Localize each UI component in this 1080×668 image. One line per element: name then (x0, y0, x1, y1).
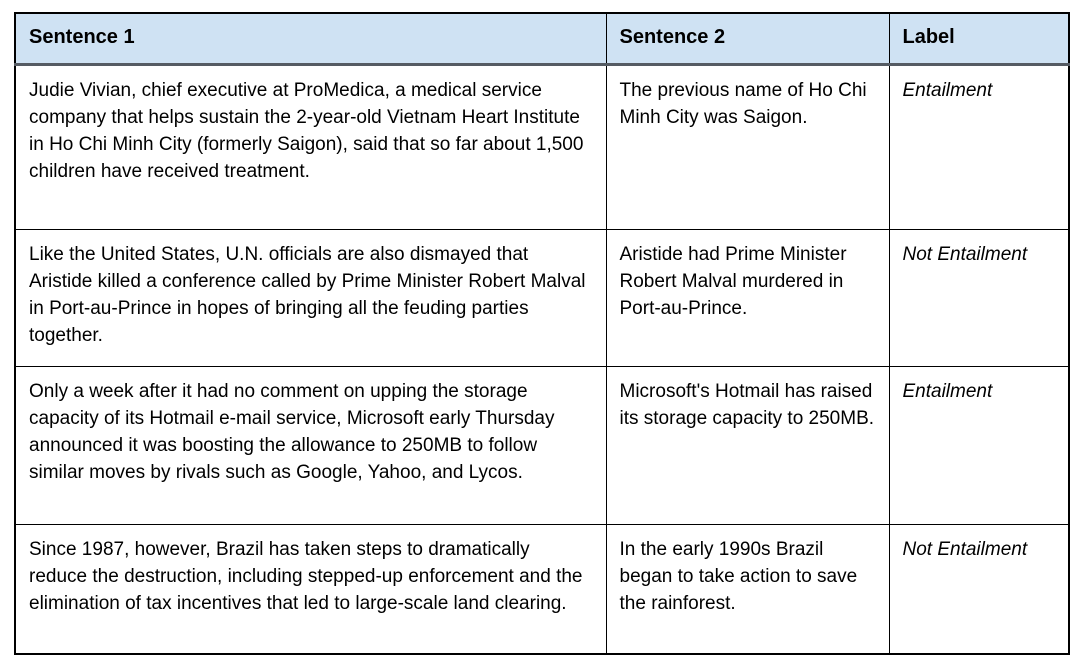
header-row (15, 13, 1069, 64)
sentence1-cell: Only a week after it had no comment on upping the storage capacity of its Hotmail e-mail service, Microsoft early Thursday announced it was boosting the allowance to 250MB to follow similar moves by rivals such as Google, Yahoo, and Lycos. (15, 366, 606, 524)
table-row (15, 366, 1069, 524)
sentence1-cell: Since 1987, however, Brazil has taken steps to dramatically reduce the destruction, including stepped-up enforcement and the elimination of tax incentives that led to large-scale land clearing. (15, 524, 606, 654)
sentence2-cell: Aristide had Prime Minister Robert Malval murdered in Port-au-Prince. (606, 229, 889, 366)
nli-examples-table (14, 12, 1070, 655)
sentence2-cell: In the early 1990s Brazil began to take action to save the rainforest. (606, 524, 889, 654)
column-header-sentence1: Sentence 1 (15, 13, 606, 64)
sentence1-cell: Judie Vivian, chief executive at ProMedica, a medical service company that helps sustain the 2-year-old Vietnam Heart Institute in Ho Chi Minh City (formerly Saigon), said that so far about 1,500 children have received treatment. (15, 64, 606, 229)
sentence2-cell: The previous name of Ho Chi Minh City was Saigon. (606, 64, 889, 229)
label-cell: Not Entailment (889, 229, 1069, 366)
sentence2-cell: Microsoft's Hotmail has raised its storage capacity to 250MB. (606, 366, 889, 524)
label-cell: Entailment (889, 64, 1069, 229)
table-row (15, 64, 1069, 229)
label-cell: Entailment (889, 366, 1069, 524)
column-header-label: Label (889, 13, 1069, 64)
sentence1-cell: Like the United States, U.N. officials are also dismayed that Aristide killed a conference called by Prime Minister Robert Malval in Port-au-Prince in hopes of bringing all the feuding parties together. (15, 229, 606, 366)
table-row (15, 524, 1069, 654)
label-cell: Not Entailment (889, 524, 1069, 654)
table-row (15, 229, 1069, 366)
column-header-sentence2: Sentence 2 (606, 13, 889, 64)
